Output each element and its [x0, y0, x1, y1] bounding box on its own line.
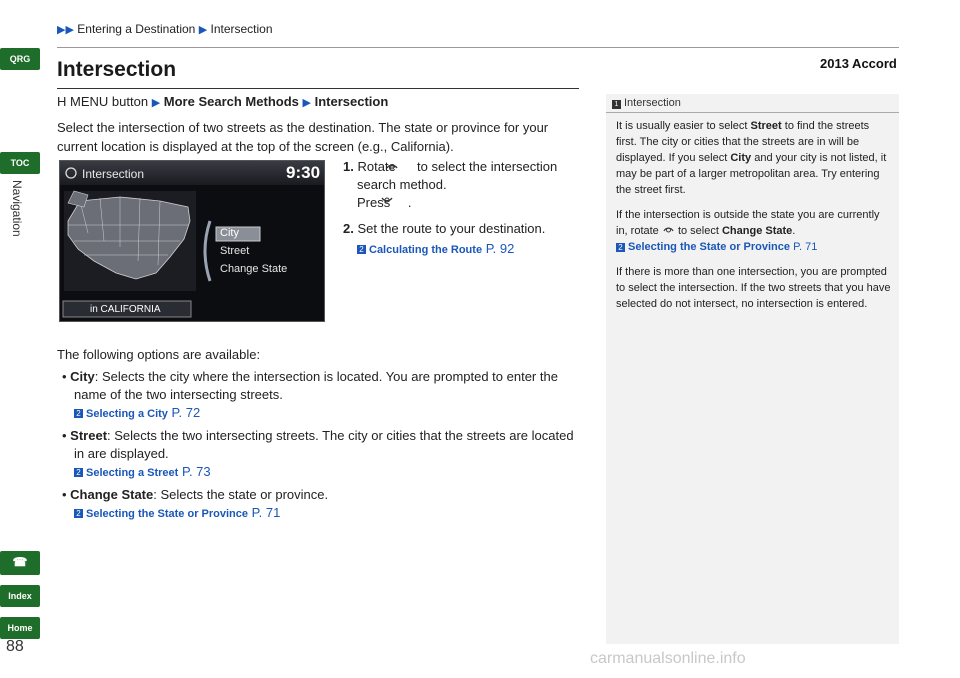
breadcrumb	[57, 22, 273, 36]
side-note-heading	[612, 97, 681, 109]
screen-option-change-state: Change State	[220, 263, 288, 275]
tab-index[interactable]: Index	[0, 585, 40, 607]
side-note-divider	[606, 112, 899, 113]
link-selecting-state[interactable]: Selecting the State or Province	[628, 241, 790, 253]
option-desc: : Selects the city where the intersection is located. You are prompted to enter the name of the two intersecting streets.	[74, 369, 558, 402]
breadcrumb-arrow-icon: ▶▶	[57, 24, 74, 36]
side-note-p1	[616, 118, 891, 198]
arrow-icon: ▶	[302, 97, 311, 109]
tab-voice[interactable]	[0, 551, 40, 575]
section-label	[10, 180, 26, 260]
step-2-number: 2.	[343, 221, 354, 236]
options-heading: The following options are available:	[57, 347, 261, 362]
option-change-state: • Change State: Selects the state or province. 2 Selecting the State or Province P. 71	[62, 487, 329, 520]
options-list	[57, 368, 579, 527]
side-text: and your city is not listed, it may be part of a larger metropolitan area. Try entering the street first.	[616, 152, 887, 196]
step-1-text-a: Rotate	[357, 159, 396, 174]
rotate-knob-icon	[662, 223, 675, 234]
arrow-icon: ▶	[151, 97, 161, 109]
link-page[interactable]: P. 72	[171, 405, 201, 420]
link-selecting-street[interactable]: Selecting a Street	[86, 467, 179, 479]
side-note-p2	[616, 207, 891, 255]
tab-home[interactable]: Home	[0, 617, 40, 639]
note-icon: 1	[612, 100, 621, 109]
breadcrumb-arrow-icon: ▶	[198, 24, 208, 36]
link-arrow-icon: 2	[616, 243, 625, 252]
option-city: • City: Selects the city where the intersection is located. You are prompted to enter the name of the two intersecting streets. 2 Selecting a City P. 72	[62, 369, 558, 420]
page-number: 88	[6, 638, 24, 655]
side-note-body	[616, 118, 891, 321]
side-text: to find the streets first. The city or cities that the streets are in will be displayed. If you select	[616, 120, 870, 164]
option-street: • Street: Selects the two intersecting streets. The city or cities that the streets are located in are displayed. 2 Selecting a Street P. 73	[62, 428, 574, 479]
screen-option-street: Street	[220, 245, 250, 257]
link-page[interactable]: P. 73	[181, 464, 211, 479]
side-bold-street: Street	[750, 120, 782, 132]
side-bold-city: City	[730, 152, 752, 164]
menu-path-prefix: H	[57, 94, 67, 109]
option-desc: : Selects the state or province.	[153, 487, 329, 502]
nav-screen-graphic	[60, 161, 325, 322]
step-2-reference	[343, 240, 588, 259]
intro-text: Select the intersection of two streets as the destination. The state or province for your current location is displayed at the top of the screen (e.g., California).	[57, 120, 549, 154]
screen-time: 9:30	[286, 163, 321, 182]
step-2	[343, 220, 588, 238]
link-page[interactable]: P. 92	[485, 241, 515, 256]
link-arrow-icon: 2	[74, 509, 83, 518]
rotate-knob-icon	[399, 158, 413, 170]
page-title: Intersection	[57, 58, 177, 81]
side-text: It is usually easier to select	[616, 120, 748, 132]
section-label-text: Navigation	[10, 180, 24, 237]
link-page[interactable]: P. 71	[251, 505, 281, 520]
menu-path	[57, 94, 388, 109]
watermark: carmanualsonline.info	[590, 650, 746, 667]
step-2-text: Set the route to your destination.	[357, 221, 546, 236]
screen-footer: in CALIFORNIA	[90, 304, 161, 315]
menu-button-label: MENU button	[70, 94, 149, 109]
breadcrumb-intersection: Intersection	[210, 22, 273, 36]
link-arrow-icon: 2	[357, 245, 366, 254]
voice-icon: ☎	[12, 555, 28, 569]
step-1: 1. Rotate to select the intersection search method. Press .	[343, 159, 558, 210]
menu-item-intersection: Intersection	[314, 94, 389, 109]
steps	[343, 158, 588, 259]
press-knob-icon	[394, 194, 408, 206]
link-page[interactable]: P. 71	[793, 241, 818, 253]
link-selecting-city[interactable]: Selecting a City	[86, 408, 168, 420]
nav-screen-image	[59, 160, 325, 322]
step-1-number: 1.	[343, 159, 354, 174]
link-arrow-icon: 2	[74, 468, 83, 477]
side-text: .	[792, 225, 796, 237]
screen-option-city: City	[220, 227, 239, 239]
step-1-press: Press	[357, 195, 391, 210]
link-arrow-icon: 2	[74, 409, 83, 418]
option-desc: : Selects the two intersecting streets. The city or cities that the streets are located in are displayed.	[74, 428, 574, 461]
menu-item-more-search: More Search Methods	[163, 94, 299, 109]
side-note-p3: If there is more than one intersection, you are prompted to select the intersection. If the two streets that you have selected do not intersect, no intersection is entered.	[616, 266, 891, 310]
top-divider	[57, 47, 899, 48]
screen-title: Intersection	[82, 167, 145, 181]
link-calculating-route[interactable]: Calculating the Route	[369, 244, 483, 256]
step-1-text-b: to select the intersection search method.	[357, 159, 558, 192]
side-text: If the intersection is outside the state you are currently in, rotate	[616, 209, 880, 237]
side-text: to select	[677, 225, 719, 237]
option-name: City	[70, 369, 95, 384]
tab-toc[interactable]: TOC	[0, 152, 40, 174]
side-bold-change-state: Change State	[721, 225, 793, 237]
tab-qrg[interactable]: QRG	[0, 48, 40, 70]
option-name: Change State	[70, 487, 154, 502]
breadcrumb-entering-destination[interactable]: Entering a Destination	[77, 22, 196, 36]
side-note-title: Intersection	[624, 97, 681, 109]
title-divider	[57, 88, 579, 89]
link-selecting-state[interactable]: Selecting the State or Province	[86, 508, 248, 520]
option-name: Street	[70, 428, 108, 443]
model-label: 2013 Accord	[820, 56, 897, 71]
